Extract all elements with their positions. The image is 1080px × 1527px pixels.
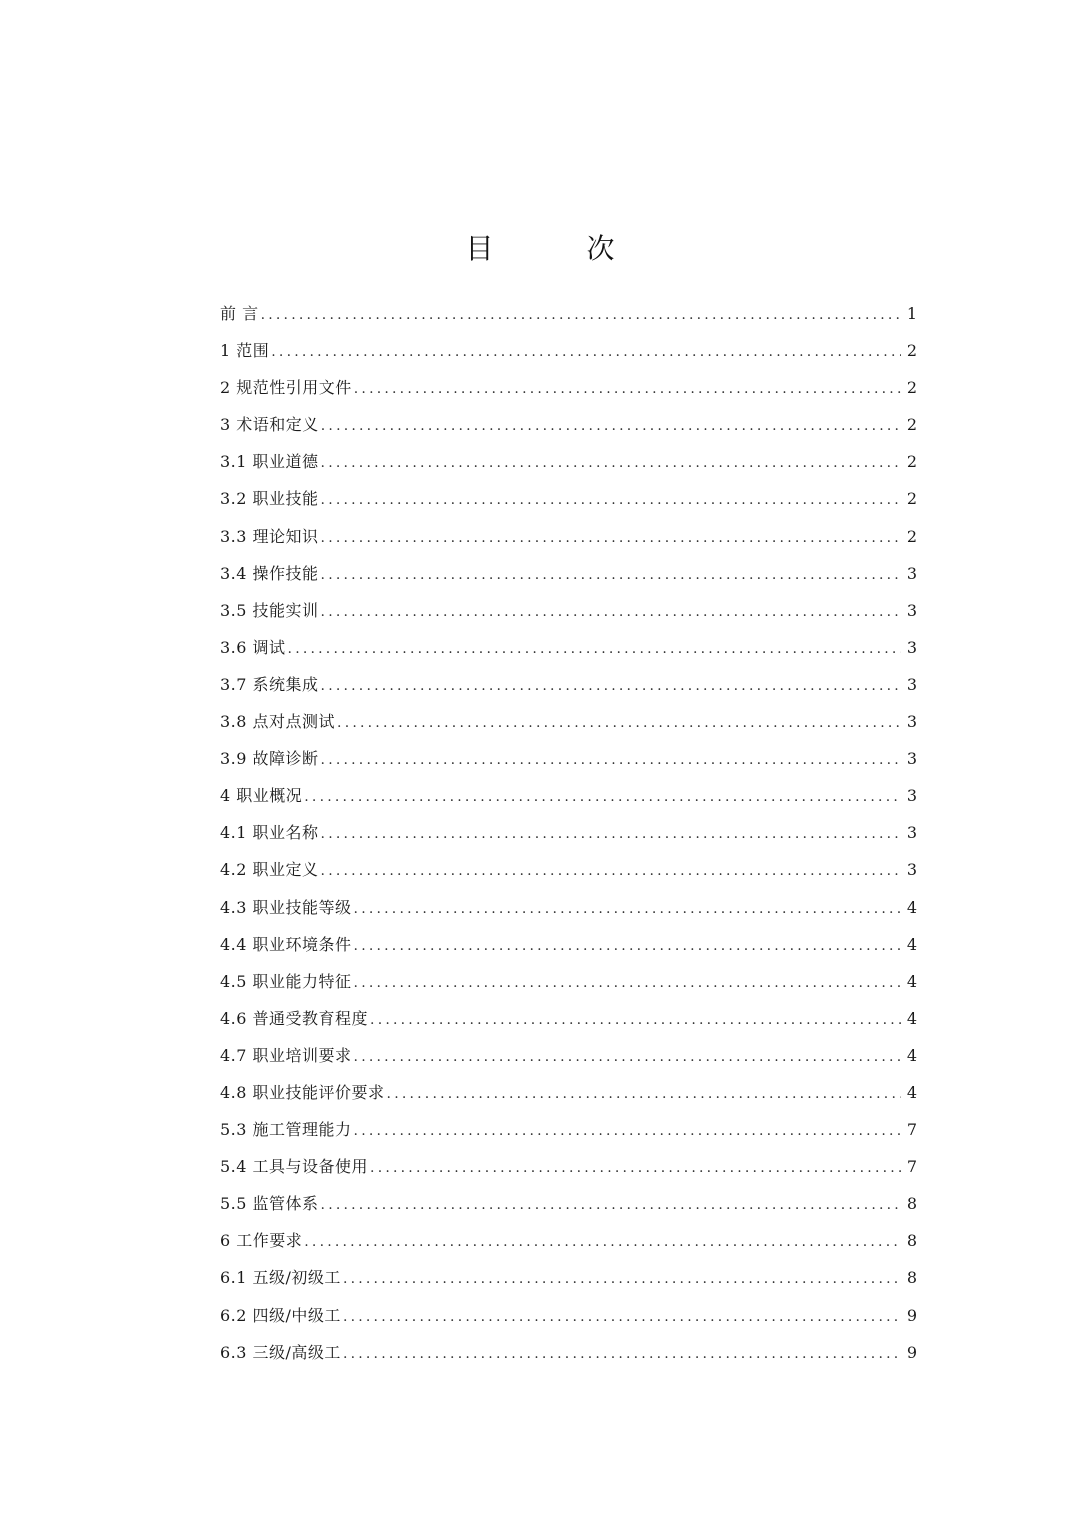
toc-entry-label: 4.1 职业名称 (220, 823, 319, 843)
toc-entry-label: 3 术语和定义 (220, 415, 319, 435)
toc-entry-label: 6 工作要求 (220, 1231, 303, 1251)
toc-entry-page-number: 2 (906, 415, 917, 435)
toc-entry[interactable] (220, 814, 917, 851)
toc-dot-leader (261, 297, 901, 334)
toc-entry-page-number: 3 (906, 674, 917, 694)
toc-dot-leader (321, 482, 901, 519)
toc-entry-page-number: 4 (906, 1008, 917, 1028)
toc-entry[interactable] (220, 666, 917, 703)
toc-entry-page-number: 9 (906, 1342, 917, 1362)
toc-entry-page-number: 7 (906, 1157, 917, 1177)
toc-entry-page-number: 9 (906, 1305, 917, 1325)
toc-entry-label: 4.6 普通受教育程度 (220, 1008, 369, 1028)
toc-dot-leader (321, 853, 901, 890)
toc-entry-label: 3.2 职业技能 (220, 489, 319, 509)
toc-entry-page-number: 3 (906, 749, 917, 769)
toc-entry[interactable] (220, 1259, 917, 1296)
toc-dot-leader (304, 779, 901, 816)
toc-entry-label: 3.8 点对点测试 (220, 712, 336, 732)
toc-dot-leader (354, 1113, 901, 1150)
toc-entry[interactable] (220, 480, 917, 517)
toc-entry-page-number: 1 (906, 304, 917, 323)
toc-entry-page-number: 4 (906, 1045, 917, 1065)
toc-entry[interactable] (220, 1222, 917, 1259)
toc-entry[interactable] (220, 1297, 917, 1334)
toc-entry-page-number: 3 (906, 600, 917, 620)
toc-dot-leader (337, 705, 901, 742)
toc-entry[interactable] (220, 592, 917, 629)
toc-dot-leader (321, 1187, 901, 1224)
toc-entry-page-number: 2 (906, 489, 917, 509)
toc-entry-label: 5.3 施工管理能力 (220, 1120, 352, 1140)
toc-entry-label: 1 范围 (220, 341, 270, 361)
toc-dot-leader (321, 594, 901, 631)
toc-entry[interactable] (220, 406, 917, 443)
toc-entry[interactable] (220, 443, 917, 480)
toc-dot-leader (354, 1039, 901, 1076)
toc-entry[interactable] (220, 889, 917, 926)
toc-entry-label: 4.4 职业环境条件 (220, 934, 352, 954)
toc-entry-label: 3.7 系统集成 (220, 674, 319, 694)
toc-entry-label: 5.4 工具与设备使用 (220, 1157, 369, 1177)
toc-entry-label: 3.3 理论知识 (220, 526, 319, 546)
toc-dot-leader (321, 557, 901, 594)
toc-entry[interactable] (220, 1000, 917, 1037)
toc-entry-label: 6.1 五级/初级工 (220, 1268, 341, 1288)
toc-entry-label: 3.4 操作技能 (220, 563, 319, 583)
toc-dot-leader (343, 1299, 901, 1336)
toc-entry-label: 6.3 三级/高级工 (220, 1342, 341, 1362)
toc-entry-page-number: 2 (906, 452, 917, 472)
toc-entry-page-number: 4 (906, 897, 917, 917)
toc-entry[interactable] (220, 555, 917, 592)
toc-dot-leader (321, 668, 901, 705)
toc-entry-page-number: 4 (906, 934, 917, 954)
toc-entry-page-number: 3 (906, 637, 917, 657)
toc-entry-page-number: 2 (906, 378, 917, 398)
toc-dot-leader (370, 1150, 901, 1187)
toc-dot-leader (288, 631, 901, 668)
toc-entry-page-number: 7 (906, 1120, 917, 1140)
toc-entry-label: 4.2 职业定义 (220, 860, 319, 880)
toc-dot-leader (354, 928, 901, 965)
toc-dot-leader (387, 1076, 901, 1113)
toc-dot-leader (354, 891, 901, 928)
table-of-contents (220, 295, 917, 1371)
toc-entry-page-number: 3 (906, 823, 917, 843)
toc-entry-label: 4.5 职业能力特征 (220, 971, 352, 991)
toc-entry-page-number: 8 (906, 1194, 917, 1214)
toc-entry-label: 4.7 职业培训要求 (220, 1045, 352, 1065)
toc-entry-label: 3.9 故障诊断 (220, 749, 319, 769)
toc-dot-leader (321, 445, 901, 482)
toc-dot-leader (354, 965, 901, 1002)
toc-entry[interactable] (220, 295, 917, 332)
toc-entry-label: 4 职业概况 (220, 786, 303, 806)
toc-entry-page-number: 3 (906, 860, 917, 880)
toc-entry[interactable] (220, 1111, 917, 1148)
toc-dot-leader (271, 334, 901, 371)
toc-entry-page-number: 8 (906, 1231, 917, 1251)
toc-entry-label: 4.8 职业技能评价要求 (220, 1082, 385, 1102)
toc-entry[interactable] (220, 740, 917, 777)
toc-dot-leader (321, 408, 901, 445)
toc-entry[interactable] (220, 629, 917, 666)
toc-entry-page-number: 3 (906, 786, 917, 806)
toc-entry-label: 6.2 四级/中级工 (220, 1305, 341, 1325)
toc-entry[interactable] (220, 369, 917, 406)
toc-dot-leader (321, 742, 901, 779)
toc-dot-leader (370, 1002, 901, 1039)
toc-entry-label: 3.1 职业道德 (220, 452, 319, 472)
toc-entry-label: 前 言 (220, 304, 259, 323)
toc-entry-page-number: 4 (906, 971, 917, 991)
toc-entry-label: 3.6 调试 (220, 637, 286, 657)
toc-dot-leader (354, 371, 901, 408)
page-title: 目 次 (465, 231, 657, 265)
toc-entry[interactable] (220, 518, 917, 555)
toc-entry[interactable] (220, 703, 917, 740)
toc-dot-leader (343, 1336, 901, 1373)
toc-entry-label: 4.3 职业技能等级 (220, 897, 352, 917)
toc-entry[interactable] (220, 851, 917, 888)
toc-dot-leader (304, 1224, 901, 1261)
toc-entry-page-number: 3 (906, 563, 917, 583)
toc-entry[interactable] (220, 1074, 917, 1111)
toc-dot-leader (343, 1261, 901, 1298)
toc-entry-page-number: 8 (906, 1268, 917, 1288)
toc-dot-leader (321, 816, 901, 853)
toc-entry-label: 3.5 技能实训 (220, 600, 319, 620)
toc-entry[interactable] (220, 777, 917, 814)
toc-entry-label: 5.5 监管体系 (220, 1194, 319, 1214)
toc-entry[interactable] (220, 926, 917, 963)
toc-entry[interactable] (220, 1037, 917, 1074)
toc-entry[interactable] (220, 1334, 917, 1371)
toc-dot-leader (321, 520, 901, 557)
toc-entry-page-number: 4 (906, 1082, 917, 1102)
toc-entry[interactable] (220, 963, 917, 1000)
toc-entry[interactable] (220, 1148, 917, 1185)
toc-entry-page-number: 2 (906, 526, 917, 546)
toc-entry[interactable] (220, 332, 917, 369)
toc-entry-page-number: 3 (906, 712, 917, 732)
toc-entry[interactable] (220, 1185, 917, 1222)
toc-entry-label: 2 规范性引用文件 (220, 378, 352, 398)
toc-entry-page-number: 2 (906, 341, 917, 361)
